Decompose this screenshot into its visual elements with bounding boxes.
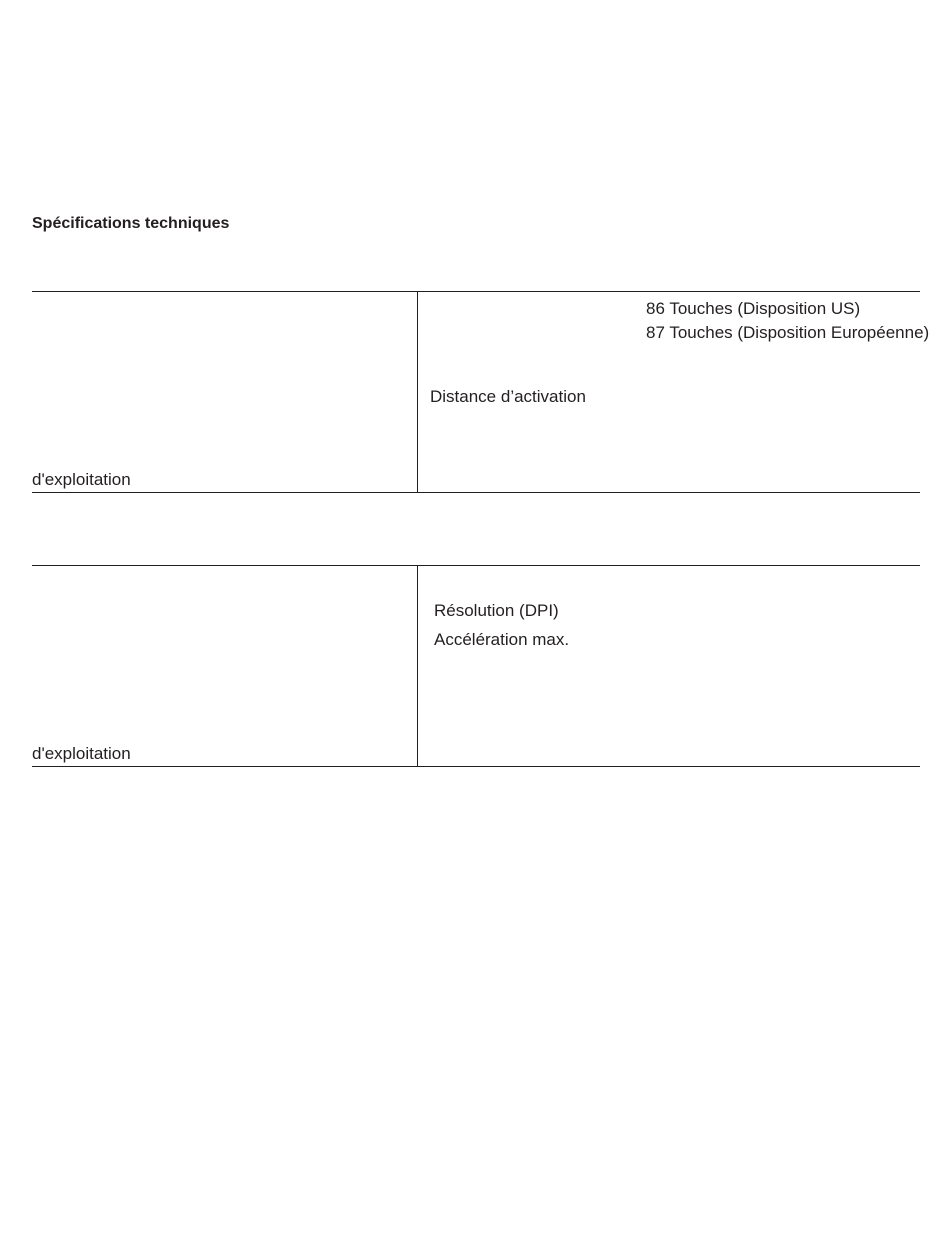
resolution-label: Résolution (DPI) — [434, 601, 559, 620]
keyboard-spec-table — [32, 291, 930, 493]
keyboard-left-label: d'exploitation — [32, 470, 131, 489]
mouse-spec-table — [32, 565, 920, 767]
keys-eu-layout: 87 Touches (Disposition Européenne) — [646, 323, 930, 342]
mouse-left-label: d'exploitation — [32, 744, 131, 763]
column-divider — [417, 566, 418, 766]
acceleration-label: Accélération max. — [434, 630, 570, 649]
keys-us-layout: 86 Touches (Disposition US) — [646, 299, 861, 318]
section-heading: Spécifications techniques — [32, 215, 230, 232]
column-divider — [417, 292, 418, 492]
activation-distance-label: Distance d’activation — [430, 387, 586, 406]
